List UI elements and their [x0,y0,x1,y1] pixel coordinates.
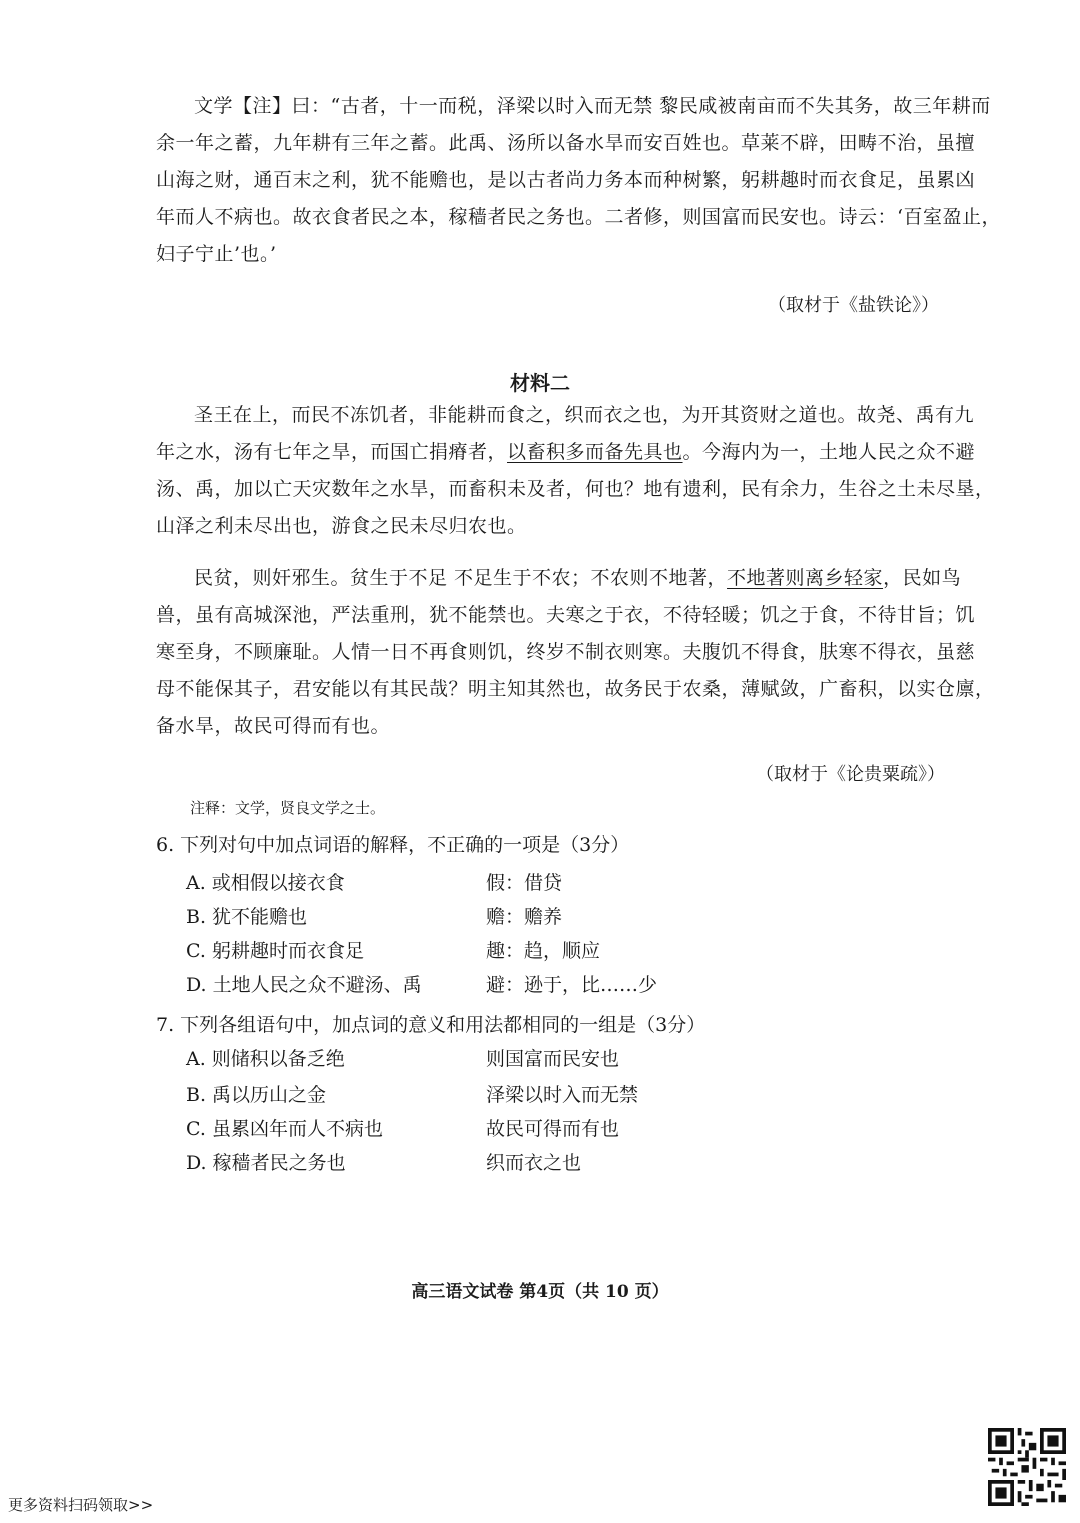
qr-code-icon[interactable] [988,1428,1066,1506]
q6-option-b-left: B. 犹不能赡也 [186,906,308,928]
passage-line: 圣王在上，而民不冻饥者，非能耕而食之，织而衣之也，为开其资财之道也。故尧、禹有九 [194,404,975,426]
passage-line: 山泽之利未尽出也，游食之民未尽归农也。 [156,515,527,537]
q6-option-d-right: 避：逊于，比……少 [486,974,658,996]
material2-source: （取材于《论贵粟疏》） [756,764,945,785]
q7-option-c-right: 故民可得而有也 [486,1118,620,1140]
q7-option-b-left: B. 禹以历山之金 [186,1084,327,1106]
more-resources-link[interactable]: 更多资料扫码领取>> [8,1496,154,1514]
passage-line: 母不能保其子，君安能以有其民哉？明主知其然也，故务民于农桑，薄赋敛，广畜积，以实仓廪， [156,678,995,700]
footnote: 注释：文学，贤良文学之士。 [190,799,386,817]
passage-text: ，民如鸟 [883,567,962,589]
q6-option-c-left: C. 躬耕趣时而衣食足 [186,940,364,962]
passage-line: 余一年之蓄，九年耕有三年之蓄。此禹、汤所以备水旱而安百姓也。草莱不辟，田畴不治，虽擅 [156,132,976,154]
passage-text: 民贫，则奸邪生。贫生于不足 不足生于不农；不农则不地著， [194,567,728,589]
q7-option-c-left: C. 虽累凶年而人不病也 [186,1118,383,1140]
q7-option-b-right: 泽梁以时入而无禁 [486,1084,639,1106]
q7-option-d-left: D. 稼穑者民之务也 [186,1152,346,1174]
q7-option-a-right: 则国富而民安也 [486,1048,620,1070]
underlined-sentence: 以畜积多而备先具也 [507,441,683,463]
question-7-stem: 7. 下列各组语句中，加点词的意义和用法都相同的一组是（3分） [156,1014,706,1036]
q6-option-d-left: D. 土地人民之众不避汤、禹 [186,974,422,996]
material1-passage [156,88,1002,273]
material1-source: （取材于《盐铁论》） [768,295,939,316]
question-6-stem: 6. 下列对句中加点词语的解释，不正确的一项是（3分） [156,834,630,856]
passage-line [156,434,976,471]
material2-heading: 材料二 [510,371,570,395]
passage-line: 山海之财，通百末之利，犹不能赡也，是以古者尚力务本而种树繁，躬耕趣时而衣食足，虽累凶 [156,169,976,191]
q7-option-a-left: A. 则储积以备乏绝 [186,1048,345,1070]
material2-paragraph-1 [156,397,995,545]
passage-line: 汤、禹，加以亡天灾数年之水旱，而畜积未及者，何也？地有遗利，民有余力，生谷之土未尽垦， [156,478,995,500]
passage-text: 年之水，汤有七年之旱，而国亡捐瘠者， [156,441,508,463]
passage-line: 年而人不病也。故衣食者民之本，稼穑者民之务也。二者修，则国富而民安也。诗云：‘百室盈止， [156,206,1002,228]
passage-line: 妇子宁止’也。’ [156,243,277,265]
q6-option-a-left: A. 或相假以接衣食 [186,872,345,894]
underlined-sentence: 不地著则离乡轻家 [727,567,884,589]
passage-line: 备水旱，故民可得而有也。 [156,715,391,737]
passage-line [156,560,962,597]
q7-option-d-right: 织而衣之也 [486,1152,582,1174]
passage-line: 寒至身，不顾廉耻。人情一日不再食则饥，终岁不制衣则寒。夫腹饥不得食，肤寒不得衣，虽慈 [156,641,976,663]
q6-option-b-right: 赡：赡养 [486,906,563,928]
q6-option-a-right: 假：借贷 [486,872,563,894]
page-footer: 高三语文试卷 第4页（共 10 页） [411,1282,669,1302]
passage-line: 文学【注】曰：“古者，十一而税，泽梁以时入而无禁 黎民咸被南亩而不失其务，故三年耕而 [194,95,991,117]
q6-option-c-right: 趣：趋，顺应 [486,940,601,962]
passage-text: 。今海内为一，土地人民之众不避 [682,441,976,463]
material2-paragraph-2 [156,560,995,745]
passage-line: 兽，虽有高城深池，严法重刑，犹不能禁也。夫寒之于衣，不待轻暖；饥之于食，不待甘旨；饥 [156,604,976,626]
